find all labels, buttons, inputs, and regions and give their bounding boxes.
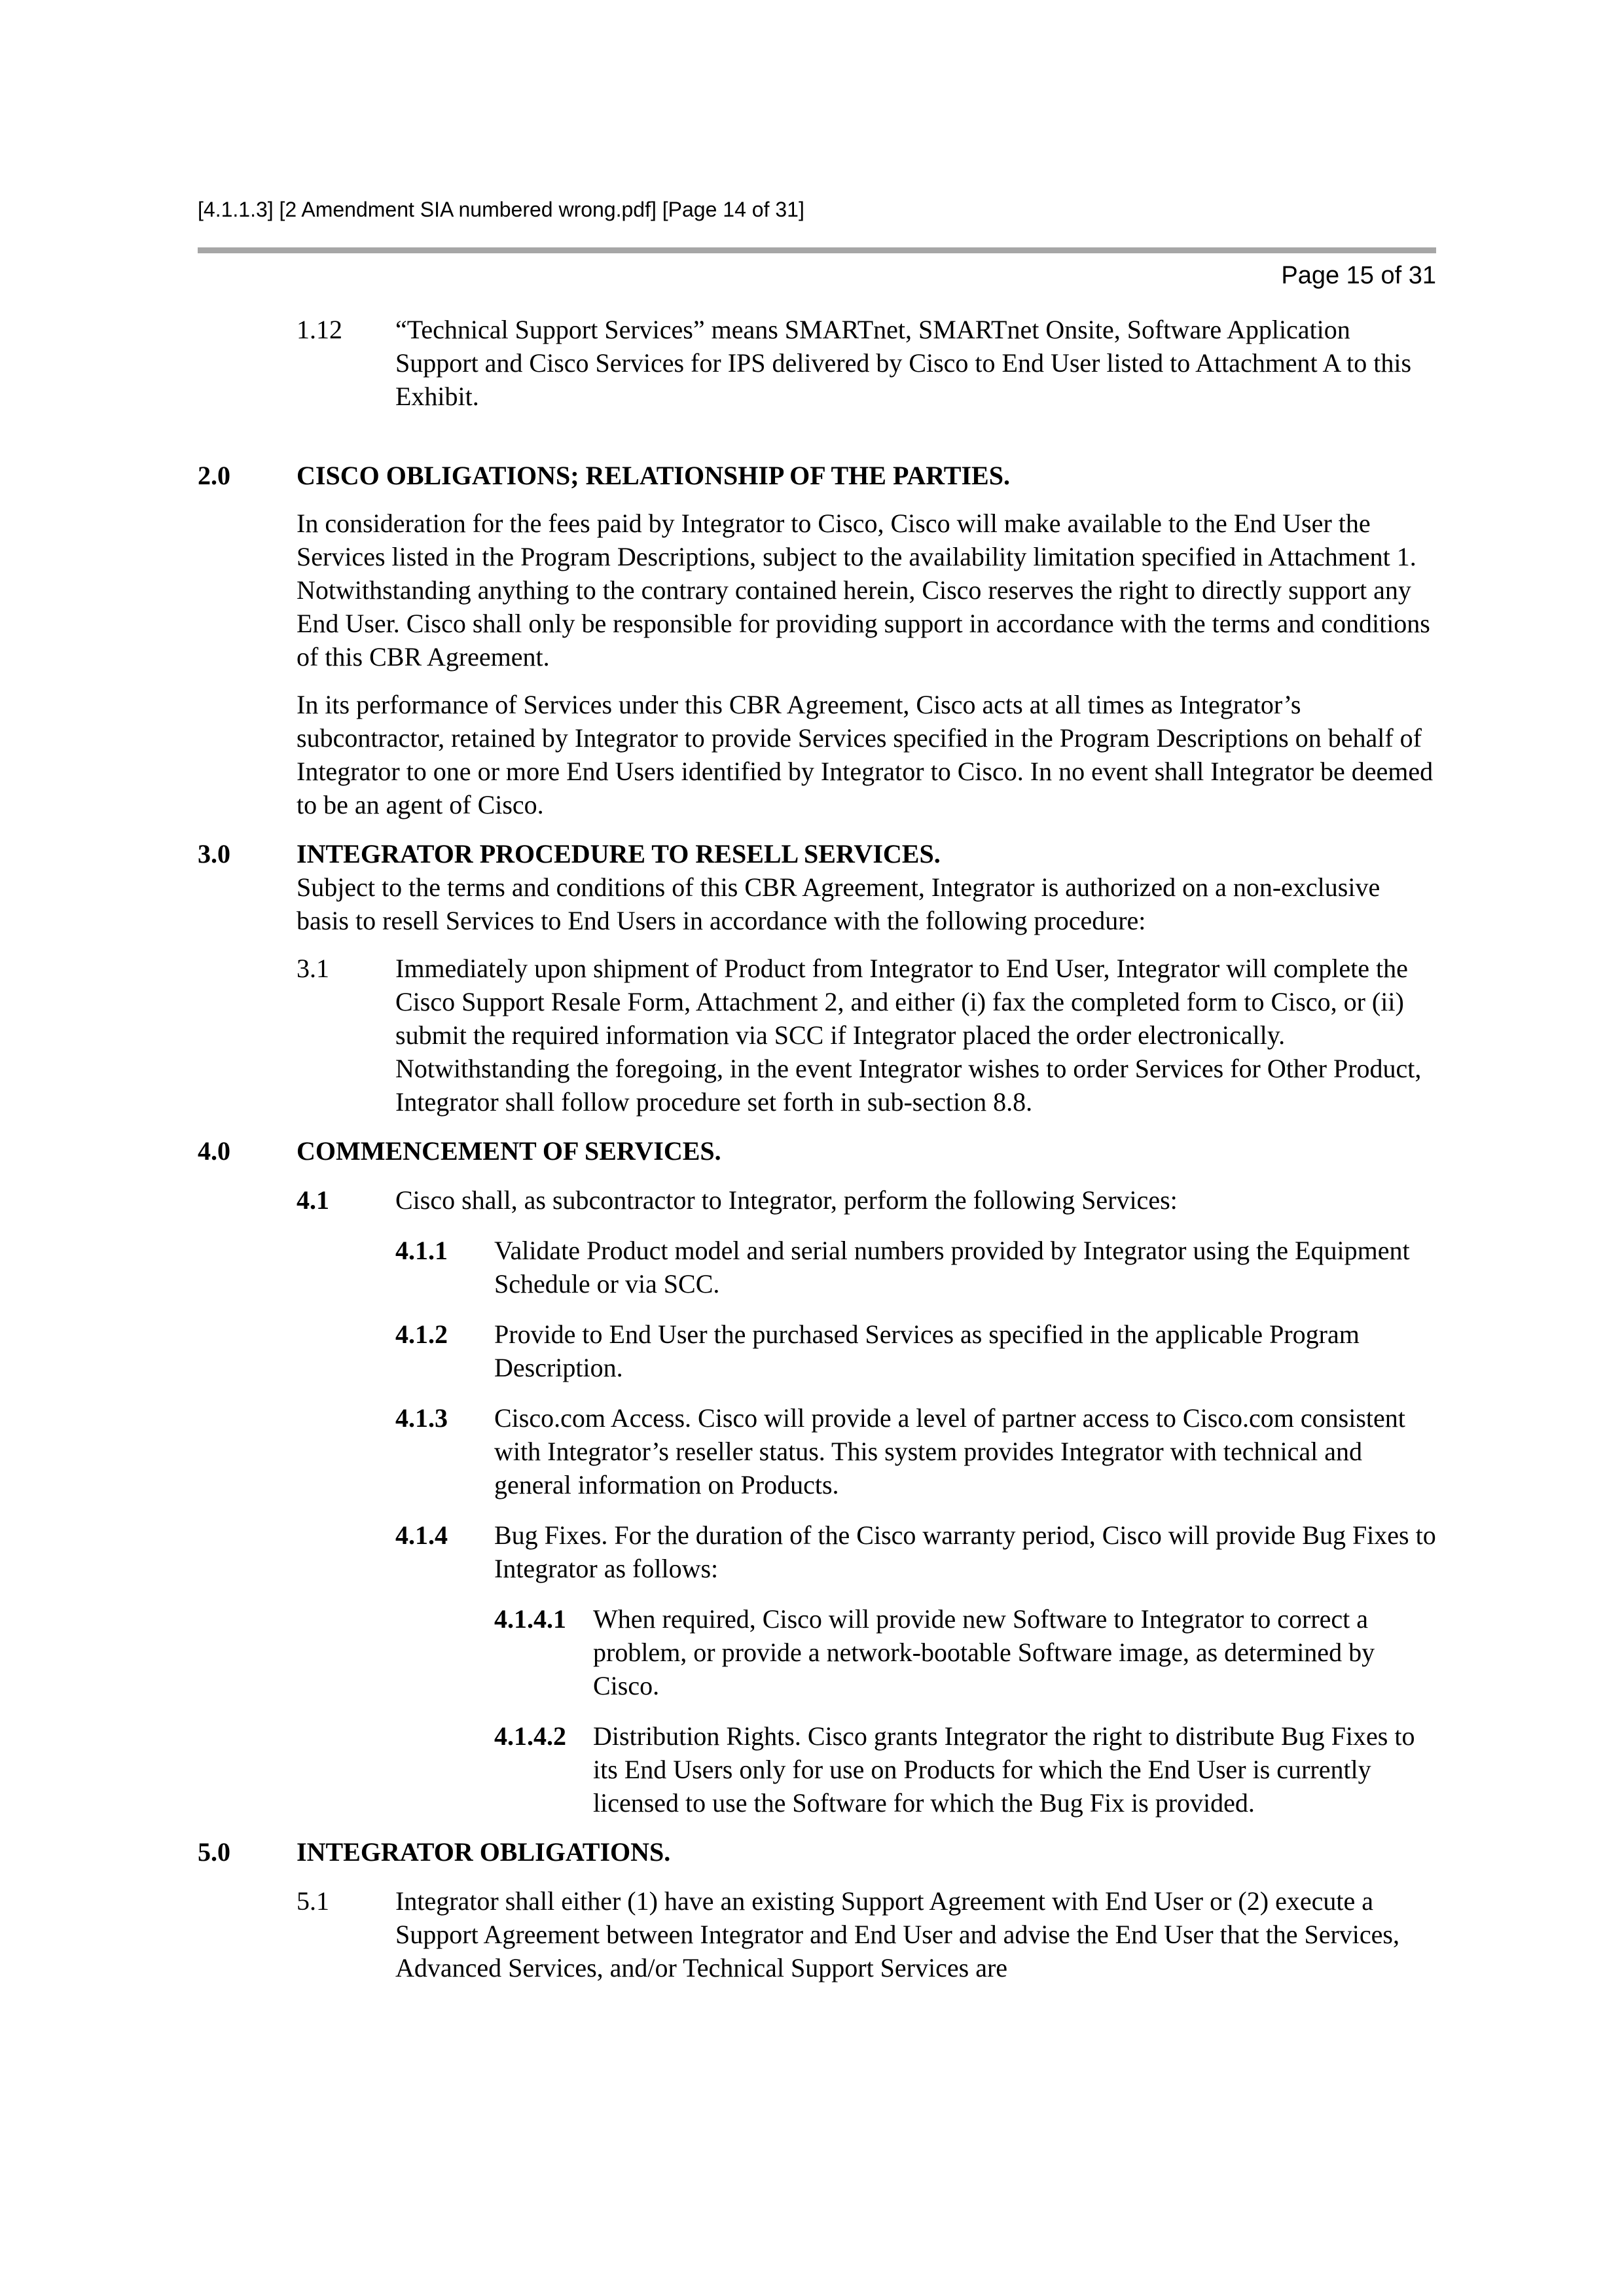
section-3-heading <box>198 837 1436 870</box>
document-reference-header: [4.1.1.3] [2 Amendment SIA numbered wrong.pdf] [Page 14 of 31] <box>198 198 804 221</box>
clause-number: 4.1.2 <box>395 1319 448 1349</box>
clause-4-1-1 <box>198 1234 1436 1300</box>
clause-number: 4.1.1 <box>395 1236 448 1265</box>
clause-number: 4.1.4.2 <box>494 1721 566 1751</box>
clause-3-1 <box>198 952 1436 1119</box>
clause-text: Bug Fixes. For the duration of the Cisco warranty period, Cisco will provide Bug Fixes to Integrator as follows: <box>494 1520 1436 1583</box>
clause-number: 4.1 <box>297 1185 329 1215</box>
clause-5-1 <box>198 1884 1436 1984</box>
section-2-paragraph-2: In its performance of Services under this CBR Agreement, Cisco acts at all times as Integrator’s subcontractor, retained by Integrator to provide Services specified in the Program Descriptions on behalf of Integrator to one or more End Users identified by Integrator to Cisco. In no event shall Integrator be deemed to be an agent of Cisco. <box>297 690 1434 819</box>
clause-text: Distribution Rights. Cisco grants Integrator the right to distribute Bug Fixes to its End Users only for use on Products for which the End User is currently licensed to use the Software for which the Bug Fix is provided. <box>593 1721 1415 1818</box>
section-5-heading <box>198 1835 1436 1869</box>
section-title: COMMENCEMENT OF SERVICES. <box>297 1136 721 1166</box>
page-number: Page 15 of 31 <box>1281 262 1436 289</box>
clause-text: Cisco shall, as subcontractor to Integrator, perform the following Services: <box>395 1185 1178 1215</box>
clause-number: 5.1 <box>297 1886 329 1916</box>
section-number: 5.0 <box>198 1837 230 1867</box>
clause-4-1-4-1 <box>198 1602 1436 1702</box>
document-body <box>198 313 1436 2001</box>
clause-4-1-4-2 <box>198 1719 1436 1820</box>
clause-1-12 <box>198 313 1436 413</box>
clause-number: 4.1.4 <box>395 1520 448 1550</box>
clause-text: Immediately upon shipment of Product from Integrator to End User, Integrator will complete the Cisco Support Resale Form, Attachment 2, and either (i) fax the completed form to Cisco, or (ii) submit the required information via SCC if Integrator placed the order electronically. Notwithstanding the foregoing, in the event Integrator wishes to order Services for Other Product, Integrator shall follow procedure set forth in sub-section 8.8. <box>395 954 1422 1117</box>
clause-4-1-3 <box>198 1401 1436 1501</box>
section-title: INTEGRATOR OBLIGATIONS. <box>297 1837 671 1867</box>
section-title: INTEGRATOR PROCEDURE TO RESELL SERVICES. <box>297 839 941 869</box>
clause-text: Validate Product model and serial numbers provided by Integrator using the Equipment Schedule or via SCC. <box>494 1236 1410 1299</box>
section-number: 4.0 <box>198 1136 230 1166</box>
clause-number: 4.1.3 <box>395 1403 448 1433</box>
clause-number: 4.1.4.1 <box>494 1604 566 1634</box>
section-4-heading <box>198 1134 1436 1168</box>
section-number: 2.0 <box>198 461 230 490</box>
section-title: CISCO OBLIGATIONS; RELATIONSHIP OF THE PARTIES. <box>297 461 1010 490</box>
section-2-paragraph-1: In consideration for the fees paid by Integrator to Cisco, Cisco will make available to the End User the Services listed in the Program Descriptions, subject to the availability limitation specified in Attachment 1. Notwithstanding anything to the contrary contained herein, Cisco reserves the right to directly support any End User. Cisco shall only be responsible for providing support in accordance with the terms and conditions of this CBR Agreement. <box>297 509 1430 672</box>
clause-text: When required, Cisco will provide new Software to Integrator to correct a problem, or provide a network-bootable Software image, as determined by Cisco. <box>593 1604 1375 1700</box>
section-number: 3.0 <box>198 839 230 869</box>
clause-text: Provide to End User the purchased Services as specified in the applicable Program Description. <box>494 1319 1360 1382</box>
section-2-heading <box>198 459 1436 492</box>
clause-text: “Technical Support Services” means SMARTnet, SMARTnet Onsite, Software Application Support and Cisco Services for IPS delivered by Cisco to End User listed to Attachment A to this Exhibit. <box>395 315 1412 411</box>
clause-text: Cisco.com Access. Cisco will provide a level of partner access to Cisco.com consistent with Integrator’s reseller status. This system provides Integrator with technical and general information on Products. <box>494 1403 1405 1499</box>
clause-number: 1.12 <box>297 315 342 344</box>
clause-4-1-2 <box>198 1318 1436 1384</box>
clause-text: Integrator shall either (1) have an existing Support Agreement with End User or (2) execute a Support Agreement between Integrator and End User and advise the End User that the Services, Advanced Services, and/or Technical Support Services are <box>395 1886 1399 1982</box>
section-3-paragraph-1: Subject to the terms and conditions of this CBR Agreement, Integrator is authorized on a non-exclusive basis to resell Services to End Users in accordance with the following procedure: <box>297 872 1380 935</box>
header-rule <box>198 247 1436 253</box>
clause-4-1-4 <box>198 1518 1436 1585</box>
clause-4-1 <box>198 1183 1436 1217</box>
clause-number: 3.1 <box>297 954 329 983</box>
